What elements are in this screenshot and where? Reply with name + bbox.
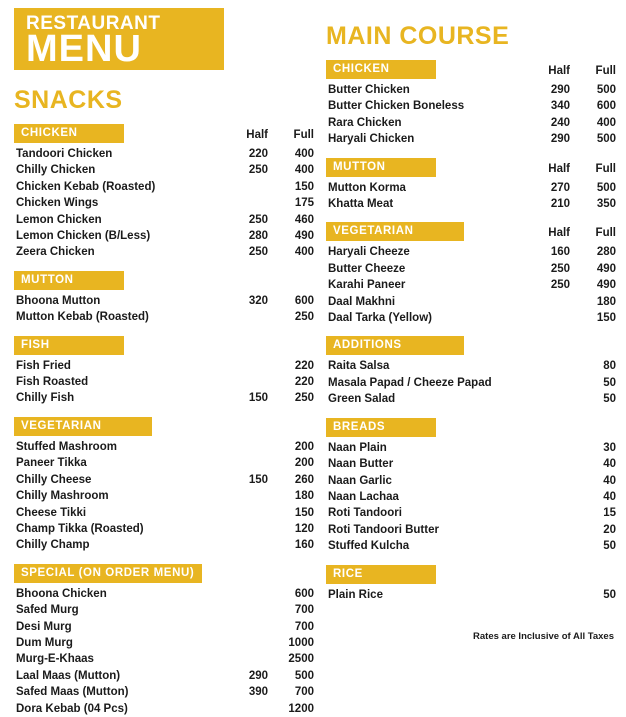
menu-item-name: Lemon Chicken [16, 213, 102, 226]
menu-item-row [326, 375, 616, 391]
menu-item-row [326, 538, 616, 554]
menu-item-half-price: 340 [550, 100, 570, 113]
category-bar: ADDITIONS [326, 336, 464, 355]
menu-item-name: Masala Papad / Cheeze Papad [328, 376, 492, 389]
menu-item-name: Chilly Cheese [16, 473, 92, 486]
menu-item-full-price: 150 [294, 506, 314, 519]
menu-item-half-price: 250 [248, 164, 268, 177]
menu-item-full-price: 120 [294, 522, 314, 535]
menu-item-full-price: 200 [294, 440, 314, 453]
menu-item-row [14, 244, 314, 260]
menu-item-full-price: 500 [596, 181, 616, 194]
menu-item-full-price: 40 [603, 490, 616, 503]
menu-item-row [326, 82, 616, 98]
menu-item-name: Naan Butter [328, 458, 394, 471]
menu-item-half-price: 210 [550, 198, 570, 211]
menu-item-row [14, 309, 314, 325]
menu-item-name: Dora Kebab (04 Pcs) [16, 702, 128, 715]
menu-item-full-price: 80 [603, 360, 616, 373]
menu-item-name: Roti Tandoori Butter [328, 523, 439, 536]
menu-item-row [326, 505, 616, 521]
menu-item-full-price: 1200 [288, 702, 314, 715]
menu-item-full-price: 40 [603, 474, 616, 487]
menu-item-row [14, 521, 314, 537]
half-column-header [524, 582, 570, 584]
menu-item-name: Khatta Meat [328, 198, 394, 211]
menu-item-name: Chilly Mashroom [16, 490, 109, 503]
menu-item-name: Raita Salsa [328, 360, 390, 373]
category-header-row [14, 417, 314, 436]
menu-item-name: Fish Fried [16, 359, 71, 372]
full-column-header [570, 435, 616, 437]
menu-item-row [14, 374, 314, 390]
menu-item-row [14, 602, 314, 618]
category-header-row [14, 336, 314, 355]
menu-item-full-price: 180 [596, 295, 616, 308]
menu-item-row [14, 586, 314, 602]
category-bar: MUTTON [326, 158, 436, 177]
menu-item-row [326, 196, 616, 212]
menu-item-row [326, 261, 616, 277]
menu-item-half-price: 250 [550, 279, 570, 292]
category-header-row [326, 418, 616, 437]
menu-item-half-price: 270 [550, 181, 570, 194]
menu-item-full-price: 180 [294, 490, 314, 503]
menu-item-name: Chilly Chicken [16, 164, 96, 177]
snacks-heading: SNACKS [14, 86, 123, 114]
menu-item-full-price: 280 [596, 246, 616, 259]
menu-item-row [14, 358, 314, 374]
menu-item-row [326, 358, 616, 374]
half-column-header [524, 353, 570, 355]
menu-item-row [326, 456, 616, 472]
menu-item-name: Haryali Chicken [328, 133, 415, 146]
menu-item-name: Chicken Wings [16, 197, 99, 210]
menu-item-name: Daal Makhni [328, 295, 396, 308]
menu-item-full-price: 250 [294, 311, 314, 324]
menu-item-name: Naan Lachaa [328, 490, 399, 503]
menu-item-row [14, 212, 314, 228]
menu-item-full-price: 490 [294, 230, 314, 243]
menu-item-row [326, 98, 616, 114]
full-column-header [268, 353, 314, 355]
menu-item-full-price: 500 [294, 669, 314, 682]
menu-item-half-price: 290 [550, 84, 570, 96]
menu-item-half-price: 250 [248, 213, 268, 226]
menu-item-name: Safed Maas (Mutton) [16, 686, 129, 699]
menu-item-half-price: 150 [248, 392, 268, 405]
menu-item-full-price: 400 [294, 246, 314, 259]
menu-item-full-price: 150 [596, 312, 616, 325]
full-column-header: Full [595, 65, 616, 77]
category-bar: RICE [326, 565, 436, 584]
menu-title: MENU [26, 28, 142, 70]
half-column-header: Half [548, 227, 570, 240]
menu-item-full-price: 400 [596, 116, 616, 129]
menu-item-row [326, 473, 616, 489]
menu-item-row [326, 244, 616, 260]
menu-item-full-price: 175 [294, 197, 314, 210]
full-column-header [570, 353, 616, 355]
menu-item-row [14, 439, 314, 455]
menu-item-name: Chicken Kebab (Roasted) [16, 180, 156, 193]
menu-item-full-price: 50 [603, 540, 616, 553]
menu-item-row [326, 391, 616, 407]
menu-item-full-price: 220 [294, 376, 314, 389]
menu-item-name: Roti Tandoori [328, 507, 402, 520]
menu-item-name: Daal Tarka (Yellow) [328, 312, 432, 325]
menu-item-name: Rara Chicken [328, 116, 402, 129]
category-header-row [14, 271, 314, 290]
menu-item-full-price: 700 [294, 686, 314, 699]
menu-item-name: Butter Chicken [328, 84, 410, 96]
menu-item-row [326, 131, 616, 147]
category-header-row [14, 564, 314, 583]
menu-item-full-price: 400 [294, 148, 314, 160]
half-column-header: Half [548, 162, 570, 175]
full-column-header [268, 434, 314, 436]
half-column-header: Half [246, 129, 268, 141]
menu-item-full-price: 15 [603, 507, 616, 520]
menu-item-name: Paneer Tikka [16, 457, 87, 470]
menu-item-name: Fish Roasted [16, 376, 89, 389]
category-header-row [326, 565, 616, 584]
menu-item-half-price: 240 [550, 116, 570, 129]
menu-item-row [14, 668, 314, 684]
menu-item-half-price: 220 [248, 148, 268, 160]
menu-item-half-price: 320 [248, 294, 268, 307]
menu-item-row [326, 180, 616, 196]
restaurant-label: RESTAURANT [26, 13, 161, 34]
menu-item-full-price: 600 [294, 587, 314, 600]
full-column-header: Full [595, 162, 616, 175]
category-header-row [326, 60, 616, 79]
half-column-header [222, 353, 268, 355]
menu-item-full-price: 50 [603, 393, 616, 406]
category-bar: VEGETARIAN [326, 222, 464, 241]
menu-item-half-price: 150 [248, 473, 268, 486]
menu-item-name: Desi Murg [16, 620, 72, 633]
menu-item-row [326, 522, 616, 538]
menu-item-row [14, 472, 314, 488]
menu-item-name: Haryali Cheeze [328, 246, 410, 259]
menu-item-name: Stuffed Mashroom [16, 440, 117, 453]
menu-item-full-price: 50 [603, 588, 616, 601]
menu-item-full-price: 600 [294, 294, 314, 307]
menu-item-row [14, 651, 314, 667]
main-course-column [326, 22, 616, 603]
menu-item-row [14, 195, 314, 211]
menu-item-row [14, 619, 314, 635]
menu-item-row [326, 489, 616, 505]
full-column-header: Full [293, 129, 314, 141]
category-header-row [326, 336, 616, 355]
half-column-header [524, 435, 570, 437]
menu-item-name: Lemon Chicken (B/Less) [16, 230, 151, 243]
half-column-header [222, 434, 268, 436]
menu-item-name: Bhoona Mutton [16, 294, 101, 307]
menu-item-half-price: 280 [248, 230, 268, 243]
menu-item-full-price: 460 [294, 213, 314, 226]
category-bar: BREADS [326, 418, 436, 437]
menu-item-name: Chilly Fish [16, 392, 75, 405]
menu-item-full-price: 150 [294, 180, 314, 193]
menu-item-name: Bhoona Chicken [16, 587, 107, 600]
menu-item-name: Butter Cheeze [328, 262, 406, 275]
menu-item-row [14, 228, 314, 244]
category-bar: CHICKEN [14, 124, 124, 143]
half-column-header [222, 581, 268, 583]
menu-item-row [326, 277, 616, 293]
menu-item-full-price: 2500 [288, 653, 314, 666]
menu-item-name: Butter Chicken Boneless [328, 100, 465, 113]
menu-item-full-price: 20 [603, 523, 616, 536]
category-header-row [326, 222, 616, 241]
category-bar: SPECIAL (ON ORDER MENU) [14, 564, 202, 583]
category-header-row [326, 158, 616, 177]
category-bar: MUTTON [14, 271, 124, 290]
menu-item-row [14, 537, 314, 553]
menu-item-row [14, 635, 314, 651]
snacks-column [14, 86, 314, 717]
menu-item-name: Green Salad [328, 393, 396, 406]
category-bar: CHICKEN [326, 60, 436, 79]
menu-item-name: Tandoori Chicken [16, 148, 113, 160]
menu-item-full-price: 250 [294, 392, 314, 405]
tax-note: Rates are Inclusive of All Taxes [473, 631, 614, 642]
menu-item-name: Karahi Paneer [328, 279, 406, 292]
menu-item-full-price: 1000 [288, 636, 314, 649]
menu-item-row [14, 390, 314, 406]
category-bar: VEGETARIAN [14, 417, 152, 436]
menu-item-full-price: 600 [596, 100, 616, 113]
menu-item-full-price: 490 [596, 279, 616, 292]
menu-item-half-price: 290 [248, 669, 268, 682]
menu-item-name: Laal Maas (Mutton) [16, 669, 121, 682]
menu-item-row [14, 162, 314, 178]
menu-item-row [326, 115, 616, 131]
menu-item-name: Plain Rice [328, 588, 383, 601]
menu-item-full-price: 500 [596, 84, 616, 96]
menu-item-name: Champ Tikka (Roasted) [16, 522, 144, 535]
full-column-header: Full [595, 227, 616, 240]
menu-item-full-price: 200 [294, 457, 314, 470]
menu-item-name: Mutton Kebab (Roasted) [16, 311, 149, 324]
menu-item-full-price: 500 [596, 133, 616, 146]
menu-item-row [14, 684, 314, 700]
menu-item-full-price: 700 [294, 604, 314, 617]
menu-item-row [326, 587, 616, 603]
menu-item-half-price: 250 [248, 246, 268, 259]
menu-item-full-price: 260 [294, 473, 314, 486]
menu-item-row [326, 310, 616, 326]
menu-item-row [326, 440, 616, 456]
category-header-row [14, 124, 314, 143]
menu-item-row [14, 455, 314, 471]
category-bar: FISH [14, 336, 124, 355]
menu-item-name: Naan Garlic [328, 474, 392, 487]
menu-item-name: Cheese Tikki [16, 506, 87, 519]
menu-item-row [14, 701, 314, 717]
menu-item-half-price: 290 [550, 133, 570, 146]
menu-banner [14, 8, 224, 70]
menu-item-full-price: 30 [603, 441, 616, 454]
menu-item-full-price: 220 [294, 359, 314, 372]
menu-item-full-price: 160 [294, 539, 314, 552]
main-course-heading: MAIN COURSE [326, 22, 510, 50]
full-column-header [268, 288, 314, 290]
main-course-sections [326, 60, 616, 603]
half-column-header [222, 288, 268, 290]
menu-item-half-price: 390 [248, 686, 268, 699]
menu-item-full-price: 40 [603, 458, 616, 471]
menu-item-full-price: 400 [294, 164, 314, 177]
menu-item-half-price: 250 [550, 262, 570, 275]
full-column-header [268, 581, 314, 583]
menu-item-name: Zeera Chicken [16, 246, 95, 259]
menu-item-full-price: 700 [294, 620, 314, 633]
snacks-sections [14, 124, 314, 717]
menu-item-row [14, 146, 314, 162]
full-column-header [570, 582, 616, 584]
menu-item-full-price: 350 [596, 198, 616, 211]
menu-item-name: Chilly Champ [16, 539, 90, 552]
menu-item-full-price: 50 [603, 376, 616, 389]
menu-item-row [14, 179, 314, 195]
menu-item-row [14, 488, 314, 504]
menu-item-row [14, 505, 314, 521]
menu-item-row [14, 293, 314, 309]
half-column-header: Half [548, 65, 570, 77]
menu-item-half-price: 160 [550, 246, 570, 259]
menu-item-name: Naan Plain [328, 441, 387, 454]
menu-item-name: Safed Murg [16, 604, 79, 617]
menu-item-name: Stuffed Kulcha [328, 540, 410, 553]
menu-item-row [326, 294, 616, 310]
menu-item-name: Murg-E-Khaas [16, 653, 94, 666]
menu-item-name: Dum Murg [16, 636, 73, 649]
menu-item-name: Mutton Korma [328, 181, 406, 194]
menu-item-full-price: 490 [596, 262, 616, 275]
